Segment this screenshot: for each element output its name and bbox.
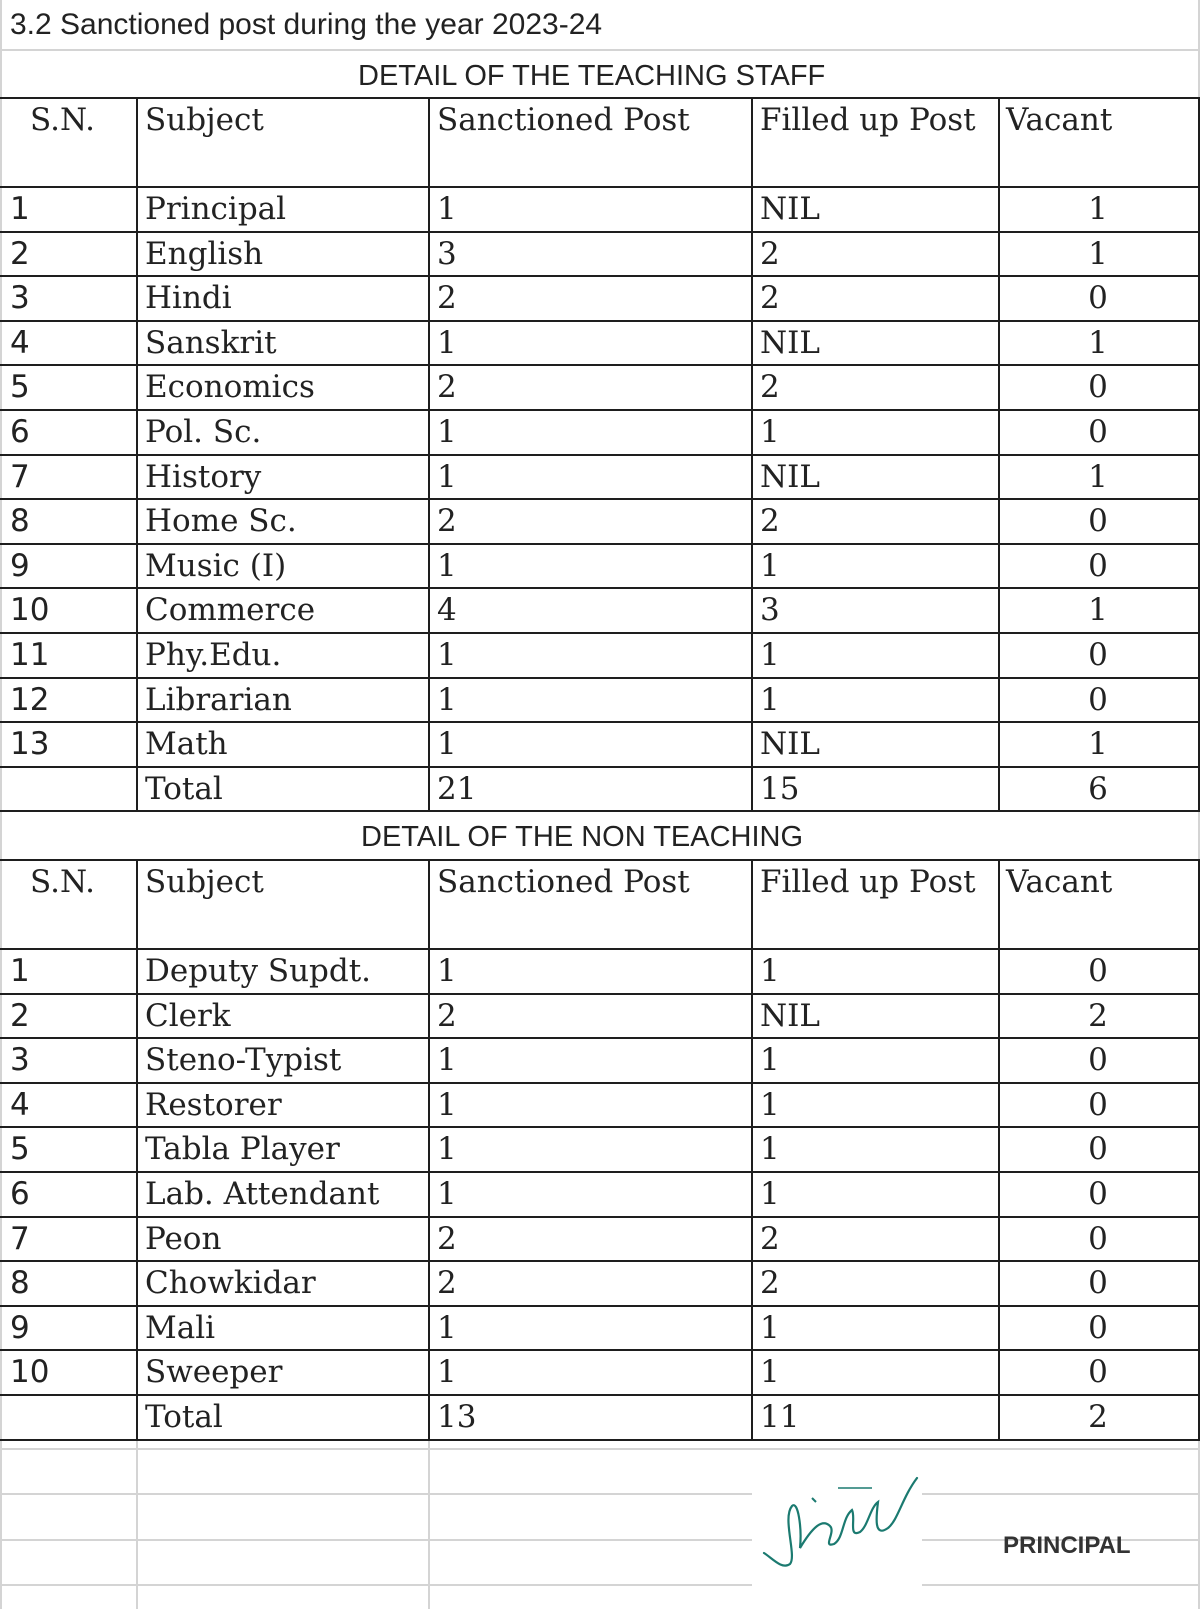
- non-teaching-cell: 0: [1088, 1086, 1108, 1123]
- teaching-row-border: [0, 543, 1200, 545]
- teaching-cell: Home Sc.: [145, 503, 297, 540]
- teaching-total-cell: 15: [760, 770, 800, 807]
- non-teaching-cell: 3: [10, 1042, 30, 1079]
- teaching-cell: 1: [437, 191, 457, 227]
- teaching-total-cell: 21: [437, 770, 477, 807]
- teaching-cell: 12: [10, 681, 50, 718]
- teaching-cell: 4: [437, 592, 457, 629]
- teaching-cell: History: [145, 458, 262, 495]
- teaching-cell: 1: [1088, 324, 1108, 361]
- teaching-cell: 1: [1088, 235, 1108, 272]
- teaching-cell: Sanskrit: [145, 324, 277, 361]
- gridline: [0, 1448, 1200, 1450]
- teaching-cell: 1: [1088, 458, 1108, 495]
- non-teaching-cell: 1: [437, 1354, 457, 1391]
- non-teaching-cell: Peon: [145, 1220, 222, 1257]
- teaching-col-border: [751, 97, 753, 812]
- non-teaching-col-border: [428, 859, 430, 1441]
- teaching-border: [0, 97, 1200, 99]
- teaching-cell: 6: [10, 414, 30, 450]
- teaching-cell: 1: [437, 681, 457, 718]
- teaching-row-border: [0, 498, 1200, 500]
- non-teaching-total-cell: 2: [1088, 1399, 1108, 1435]
- non-teaching-cell: 0: [1088, 1354, 1108, 1391]
- teaching-cell: 2: [760, 503, 780, 540]
- teaching-cell: 2: [760, 235, 780, 272]
- non-teaching-cell: 1: [760, 1086, 780, 1123]
- teaching-cell: 0: [1088, 681, 1108, 718]
- teaching-cell: 3: [760, 592, 780, 629]
- teaching-cell: Commerce: [145, 592, 316, 629]
- non-teaching-col-border: [751, 859, 753, 1441]
- non-teaching-cell: 1: [760, 953, 780, 989]
- non-teaching-cell: 1: [760, 1176, 780, 1212]
- teaching-row-border: [0, 454, 1200, 456]
- non-teaching-total-cell: 13: [437, 1399, 477, 1435]
- teaching-row-border: [0, 320, 1200, 322]
- non-teaching-column-header: Subject: [145, 864, 264, 900]
- teaching-cell: Hindi: [145, 280, 232, 317]
- teaching-cell: 2: [10, 235, 30, 272]
- teaching-row-border: [0, 409, 1200, 411]
- non-teaching-col-border: [998, 859, 1000, 1441]
- teaching-row-border: [0, 810, 1200, 812]
- teaching-cell: 2: [437, 280, 457, 317]
- non-teaching-cell: 1: [437, 953, 457, 989]
- teaching-cell: Principal: [145, 191, 287, 227]
- non-teaching-cell: Lab. Attendant: [145, 1176, 380, 1212]
- teaching-cell: 0: [1088, 369, 1108, 406]
- non-teaching-cell: 0: [1088, 1042, 1108, 1079]
- non-teaching-cell: Mali: [145, 1309, 216, 1346]
- non-teaching-cell: Sweeper: [145, 1354, 283, 1391]
- teaching-cell: 0: [1088, 637, 1108, 673]
- teaching-cell: 4: [10, 324, 30, 361]
- teaching-cell: 7: [10, 458, 30, 495]
- teaching-cell: 2: [437, 503, 457, 540]
- teaching-cell: 0: [1088, 547, 1108, 584]
- teaching-cell: NIL: [760, 458, 820, 495]
- teaching-cell: 10: [10, 592, 50, 629]
- non-teaching-cell: Tabla Player: [145, 1131, 340, 1168]
- non-teaching-cell: 1: [760, 1131, 780, 1168]
- principal-label: PRINCIPAL: [1003, 1532, 1131, 1559]
- teaching-cell: 1: [437, 458, 457, 495]
- teaching-cell: 11: [10, 637, 50, 673]
- teaching-cell: 1: [437, 726, 457, 763]
- teaching-section-heading: DETAIL OF THE TEACHING STAFF: [358, 60, 826, 92]
- teaching-column-header: Vacant: [1006, 102, 1113, 138]
- gridline: [0, 0, 2, 1609]
- teaching-row-border: [0, 721, 1200, 723]
- non-teaching-column-header: S.N.: [30, 864, 95, 900]
- teaching-cell: 1: [760, 414, 780, 450]
- non-teaching-row-border: [0, 1037, 1200, 1039]
- teaching-cell: 3: [10, 280, 30, 317]
- non-teaching-cell: 2: [10, 997, 30, 1034]
- non-teaching-cell: Steno-Typist: [145, 1042, 342, 1079]
- teaching-row-border: [0, 587, 1200, 589]
- teaching-cell: 9: [10, 547, 30, 584]
- teaching-row-border: [0, 632, 1200, 634]
- non-teaching-cell: 5: [10, 1131, 30, 1168]
- teaching-cell: Pol. Sc.: [145, 414, 262, 450]
- non-teaching-cell: 4: [10, 1086, 30, 1123]
- teaching-cell: 0: [1088, 280, 1108, 317]
- teaching-cell: 1: [1088, 592, 1108, 629]
- teaching-cell: 1: [1088, 191, 1108, 227]
- teaching-cell: 1: [1088, 726, 1108, 763]
- non-teaching-cell: 2: [760, 1220, 780, 1257]
- teaching-cell: 5: [10, 369, 30, 406]
- teaching-row-border: [0, 364, 1200, 366]
- non-teaching-cell: Restorer: [145, 1086, 282, 1123]
- non-teaching-row-border: [0, 1349, 1200, 1351]
- non-teaching-row-border: [0, 1082, 1200, 1084]
- teaching-cell: 0: [1088, 503, 1108, 540]
- teaching-row-border: [0, 766, 1200, 768]
- non-teaching-cell: 9: [10, 1309, 30, 1346]
- teaching-border: [0, 186, 1200, 188]
- non-teaching-row-border: [0, 1439, 1200, 1441]
- teaching-column-header: Sanctioned Post: [437, 102, 690, 138]
- non-teaching-row-border: [0, 993, 1200, 995]
- non-teaching-cell: 2: [437, 1220, 457, 1257]
- teaching-cell: 1: [760, 681, 780, 718]
- teaching-total-cell: 6: [1088, 770, 1108, 807]
- teaching-cell: 2: [760, 280, 780, 317]
- teaching-cell: Economics: [145, 369, 315, 406]
- teaching-cell: NIL: [760, 191, 820, 227]
- non-teaching-cell: 0: [1088, 1131, 1108, 1168]
- non-teaching-cell: NIL: [760, 997, 820, 1034]
- teaching-cell: 13: [10, 726, 50, 763]
- signature-image: [752, 1458, 922, 1588]
- non-teaching-cell: 1: [437, 1309, 457, 1346]
- non-teaching-cell: 8: [10, 1265, 30, 1302]
- non-teaching-cell: 1: [760, 1354, 780, 1391]
- teaching-column-header: Subject: [145, 102, 264, 138]
- teaching-col-border: [428, 97, 430, 812]
- teaching-cell: Music (I): [145, 547, 287, 584]
- teaching-cell: 1: [437, 414, 457, 450]
- teaching-cell: 3: [437, 235, 457, 272]
- teaching-cell: NIL: [760, 324, 820, 361]
- teaching-cell: English: [145, 235, 264, 272]
- teaching-col-border: [998, 97, 1000, 812]
- non-teaching-row-border: [0, 1305, 1200, 1307]
- teaching-cell: 1: [760, 637, 780, 673]
- signature-area: [752, 1458, 922, 1588]
- non-teaching-row-border: [0, 1394, 1200, 1396]
- non-teaching-column-header: Sanctioned Post: [437, 864, 690, 900]
- non-teaching-cell: 10: [10, 1354, 50, 1391]
- non-teaching-cell: 2: [1088, 997, 1108, 1034]
- non-teaching-border: [0, 948, 1200, 950]
- teaching-column-header: Filled up Post: [760, 102, 976, 138]
- non-teaching-cell: 1: [437, 1131, 457, 1168]
- teaching-cell: Librarian: [145, 681, 292, 718]
- non-teaching-cell: Chowkidar: [145, 1265, 316, 1302]
- gridline: [0, 49, 1200, 51]
- non-teaching-cell: 6: [10, 1176, 30, 1212]
- non-teaching-cell: 1: [437, 1042, 457, 1079]
- gridline: [0, 1584, 1200, 1586]
- page-title: 3.2 Sanctioned post during the year 2023-24: [10, 8, 603, 41]
- non-teaching-border: [0, 859, 1200, 861]
- teaching-cell: 1: [437, 324, 457, 361]
- gridline: [136, 1440, 138, 1609]
- non-teaching-cell: Deputy Supdt.: [145, 953, 372, 989]
- non-teaching-cell: 2: [437, 1265, 457, 1302]
- non-teaching-cell: 0: [1088, 1220, 1108, 1257]
- non-teaching-row-border: [0, 1171, 1200, 1173]
- teaching-cell: NIL: [760, 726, 820, 763]
- teaching-column-header: S.N.: [30, 102, 95, 138]
- non-teaching-cell: 1: [437, 1086, 457, 1123]
- non-teaching-cell: 7: [10, 1220, 30, 1257]
- non-teaching-cell: Clerk: [145, 997, 231, 1034]
- non-teaching-row-border: [0, 1126, 1200, 1128]
- teaching-cell: 1: [760, 547, 780, 584]
- non-teaching-col-border: [136, 859, 138, 1441]
- teaching-cell: 1: [437, 547, 457, 584]
- non-teaching-column-header: Filled up Post: [760, 864, 976, 900]
- teaching-cell: 1: [437, 637, 457, 673]
- non-teaching-section-heading: DETAIL OF THE NON TEACHING: [361, 821, 804, 853]
- non-teaching-cell: 0: [1088, 953, 1108, 989]
- non-teaching-total-cell: Total: [145, 1399, 223, 1435]
- non-teaching-cell: 1: [760, 1309, 780, 1346]
- teaching-row-border: [0, 275, 1200, 277]
- teaching-cell: 2: [437, 369, 457, 406]
- non-teaching-cell: 0: [1088, 1265, 1108, 1302]
- non-teaching-cell: 2: [760, 1265, 780, 1302]
- teaching-col-border: [136, 97, 138, 812]
- teaching-row-border: [0, 677, 1200, 679]
- teaching-cell: 8: [10, 503, 30, 540]
- teaching-cell: Phy.Edu.: [145, 637, 282, 673]
- teaching-cell: 2: [760, 369, 780, 406]
- non-teaching-column-header: Vacant: [1006, 864, 1113, 900]
- gridline: [428, 1440, 430, 1609]
- non-teaching-total-cell: 11: [760, 1399, 800, 1435]
- non-teaching-cell: 1: [760, 1042, 780, 1079]
- teaching-row-border: [0, 231, 1200, 233]
- gridline: [0, 1493, 1200, 1495]
- non-teaching-cell: 1: [10, 953, 30, 989]
- teaching-total-cell: Total: [145, 770, 223, 807]
- teaching-cell: 1: [10, 191, 30, 227]
- non-teaching-cell: 2: [437, 997, 457, 1034]
- non-teaching-row-border: [0, 1260, 1200, 1262]
- non-teaching-row-border: [0, 1216, 1200, 1218]
- teaching-cell: Math: [145, 726, 228, 763]
- non-teaching-cell: 1: [437, 1176, 457, 1212]
- non-teaching-cell: 0: [1088, 1309, 1108, 1346]
- teaching-cell: 0: [1088, 414, 1108, 450]
- non-teaching-cell: 0: [1088, 1176, 1108, 1212]
